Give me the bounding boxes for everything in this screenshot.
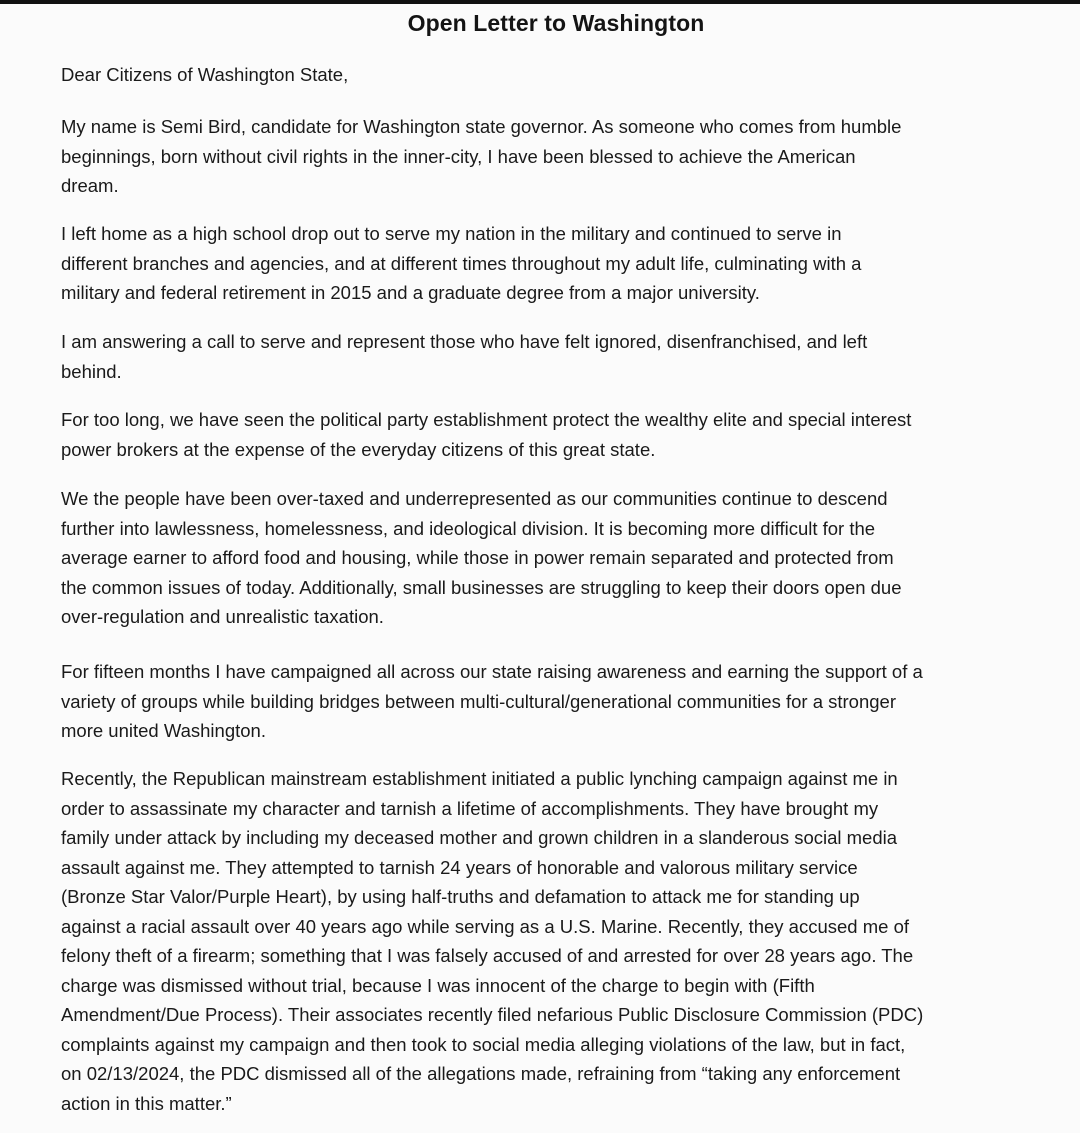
paragraph-military-service [61,219,1066,308]
paragraph-introduction [61,112,1066,201]
text-line: I am answering a call to serve and represent those who have felt ignored, disenfranchised, and left [61,331,868,352]
text-line: charge was dismissed without trial, because I was innocent of the charge to begin with (Fifth [61,974,815,996]
text-line: For fifteen months I have campaigned all across our state raising awareness and earning the support of a [61,661,923,682]
paragraph-call-to-serve [61,327,1066,386]
paragraph-recently [61,764,1066,1118]
text-line: power brokers at the expense of the everyday citizens of this great state. [61,438,656,460]
letter-title: Open Letter to Washington [407,10,705,36]
text-line: military and federal retirement in 2015 and a graduate degree from a major university. [61,282,760,303]
text-line: behind. [61,360,122,382]
text-line: different branches and agencies, and at different times throughout my adult life, culminating with a [61,252,862,274]
paragraph-establishment [61,405,1066,464]
text-line: (Bronze Star Valor/Purple Heart), by using half-truths and defamation to attack me for standing up [61,886,860,907]
paragraph-campaign [61,657,1066,746]
text-line: We the people have been over-taxed and underrepresented as our communities continue to descend [61,488,888,509]
text-line: action in this matter.” [61,1092,232,1114]
text-line: family under attack by including my deceased mother and grown children in a slanderous social media [61,827,898,848]
text-line: My name is Semi Bird, candidate for Washington state governor. As someone who comes from humble [61,116,902,137]
text-line: I left home as a high school drop out to serve my nation in the military and continued to serve in [61,223,842,244]
text-line: over-regulation and unrealistic taxation. [61,606,384,627]
text-line: more united Washington. [61,720,266,741]
text-line: complaints against my campaign and then took to social media alleging violations of the law, but in fact, [61,1033,906,1055]
text-line: order to assassinate my character and tarnish a lifetime of accomplishments. They have brought my [61,797,879,819]
letter-page [0,4,1080,1133]
text-line: variety of groups while building bridges between multi-cultural/generational communities for a stronger [61,690,896,712]
text-line: further into lawlessness, homelessness, and ideological division. It is becoming more difficult for the [61,517,876,539]
text-line: Recently, the Republican mainstream establishment initiated a public lynching campaign against me in [61,768,898,789]
text-line: For too long, we have seen the political party establishment protect the wealthy elite and special interest [61,409,912,430]
text-line: the common issues of today. Additionally, small businesses are struggling to keep their doors open due [61,576,902,598]
text-line: Amendment/Due Process). Their associates recently filed nefarious Public Disclosure Commission (PDC) [61,1004,924,1025]
text-line: beginnings, born without civil rights in the inner-city, I have been blessed to achieve the American [61,145,856,167]
text-line: felony theft of a firearm; something that I was falsely accused of and arrested for over 28 years ago. The [61,945,914,966]
text-line: dream. [61,175,119,196]
paragraph-we-the-people [61,484,1066,632]
text-line: average earner to afford food and housing, while those in power remain separated and protected from [61,547,894,568]
text-line: against a racial assault over 40 years ago while serving as a U.S. Marine. Recently, they accused me of [61,915,909,937]
text-line: assault against me. They attempted to tarnish 24 years of honorable and valorous military service [61,856,858,878]
letter-salutation: Dear Citizens of Washington State, [61,64,349,85]
text-line: on 02/13/2024, the PDC dismissed all of the allegations made, refraining from “taking any enforcement [61,1063,901,1084]
